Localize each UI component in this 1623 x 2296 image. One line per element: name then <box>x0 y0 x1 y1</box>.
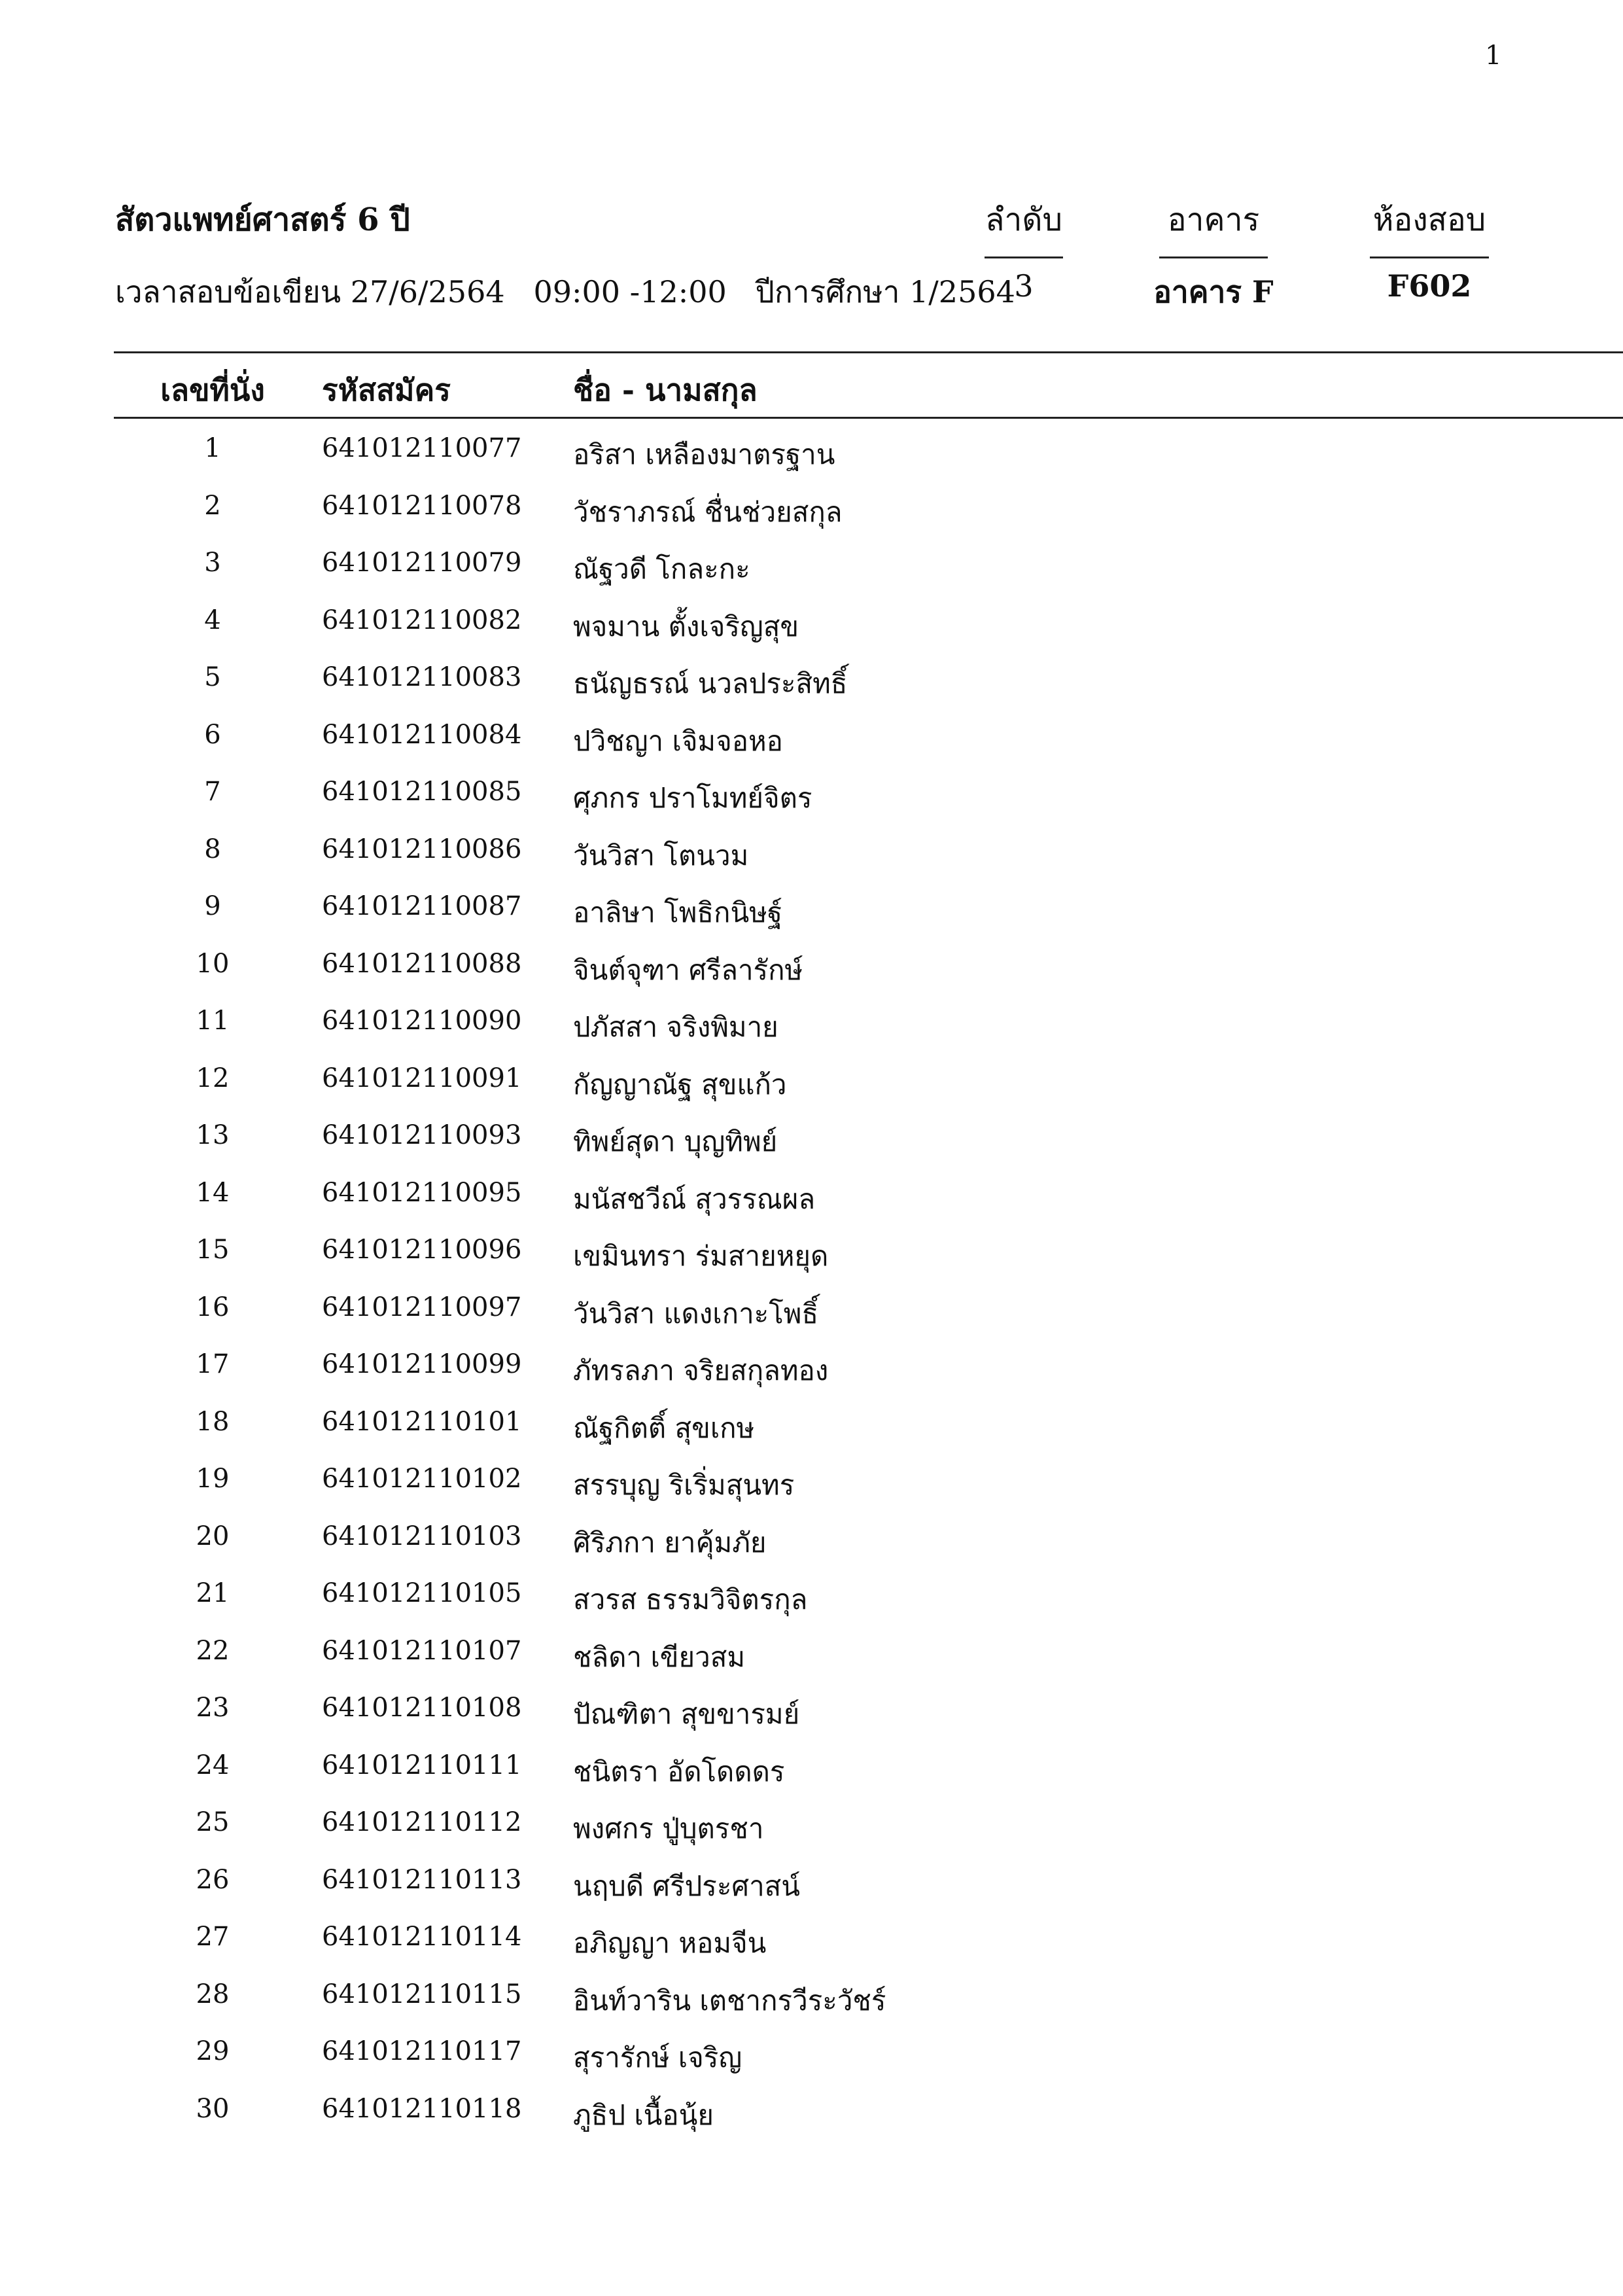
application-id: 641012110111 <box>322 1750 522 1780</box>
application-id: 641012110097 <box>322 1292 522 1322</box>
seat-number: 19 <box>196 1464 230 1494</box>
table-row <box>0 777 1623 834</box>
table-row <box>0 1006 1623 1063</box>
student-name: ปวิชญา เจิมจอหอ <box>573 724 783 757</box>
seat-number: 2 <box>204 490 221 521</box>
seat-number: 30 <box>196 2093 230 2124</box>
student-name: อาลิษา โพธิกนิษฐ์ <box>573 896 783 928</box>
application-id: 641012110085 <box>322 777 522 807</box>
table-header-rule <box>114 417 1623 419</box>
student-name: จินต์จุฑา ศรีลารักษ์ <box>573 953 803 986</box>
student-name: ปัณฑิตา สุขขารมย์ <box>573 1698 800 1730</box>
room-underline <box>1370 256 1489 258</box>
seat-number: 22 <box>196 1635 230 1666</box>
student-name: ธนัญธรณ์ นวลประสิทธิ์ <box>573 667 848 699</box>
table-row <box>0 1636 1623 1693</box>
order-value: 3 <box>1014 268 1034 304</box>
application-id: 641012110093 <box>322 1120 522 1150</box>
building-label: อาคาร <box>1167 202 1260 238</box>
table-row <box>0 1578 1623 1636</box>
student-name: สรรบุญ ริเริ่มสุนทร <box>573 1469 795 1501</box>
application-id: 641012110077 <box>322 433 522 463</box>
seat-number: 20 <box>196 1521 230 1551</box>
student-name: วันวิสา แดงเกาะโพธิ์ <box>573 1297 819 1330</box>
student-name: ทิพย์สุดา บุญทิพย์ <box>573 1125 778 1157</box>
seat-number: 25 <box>196 1807 230 1837</box>
application-id: 641012110086 <box>322 834 522 864</box>
table-row <box>0 1464 1623 1521</box>
student-name: วันวิสา โตนวม <box>573 839 749 872</box>
application-id: 641012110105 <box>322 1578 522 1608</box>
seat-number: 28 <box>196 1979 230 2009</box>
seat-number: 5 <box>204 662 221 692</box>
application-id: 641012110084 <box>322 719 522 750</box>
seat-number: 16 <box>196 1292 230 1322</box>
exam-schedule: เวลาสอบข้อเขียน 27/6/2564 09:00 -12:00 ปีการศึกษา 1/2564 <box>115 274 1015 309</box>
student-name: อภิญญา หอมจีน <box>573 1927 767 1959</box>
student-name: พจมาน ตั้งเจริญสุข <box>573 610 799 643</box>
table-row <box>0 433 1623 491</box>
seat-number: 26 <box>196 1864 230 1895</box>
application-id: 641012110088 <box>322 948 522 979</box>
student-name: สุรารักษ์ เจริญ <box>573 2041 742 2074</box>
student-name: ณัฐวดี โกละกะ <box>573 553 750 585</box>
seat-number: 3 <box>204 548 221 578</box>
student-name: สวรส ธรรมวิจิตรกุล <box>573 1583 808 1616</box>
room-label: ห้องสอบ <box>1372 202 1486 238</box>
student-name: อินท์วาริน เตชากรวีระวัชร์ <box>573 1984 886 2017</box>
table-row <box>0 834 1623 892</box>
column-header-application-id: รหัสสมัคร <box>322 372 451 408</box>
application-id: 641012110113 <box>322 1864 522 1895</box>
application-id: 641012110101 <box>322 1406 522 1437</box>
table-row <box>0 548 1623 605</box>
application-id: 641012110095 <box>322 1177 522 1208</box>
application-id: 641012110078 <box>322 490 522 521</box>
seat-number: 10 <box>196 948 230 979</box>
table-row <box>0 891 1623 949</box>
table-row <box>0 2094 1623 2151</box>
seat-number: 18 <box>196 1406 230 1437</box>
table-row <box>0 2036 1623 2094</box>
application-id: 641012110082 <box>322 605 522 635</box>
application-id: 641012110112 <box>322 1807 522 1837</box>
order-underline <box>985 256 1063 258</box>
application-id: 641012110103 <box>322 1521 522 1551</box>
table-row <box>0 1178 1623 1235</box>
seat-number: 17 <box>196 1349 230 1379</box>
seat-number: 11 <box>196 1006 230 1036</box>
application-id: 641012110114 <box>322 1922 522 1952</box>
table-row <box>0 1979 1623 2037</box>
table-row <box>0 720 1623 777</box>
student-name: ภูธิป เนื้อนุ้ย <box>573 2098 714 2131</box>
page-number: 1 <box>1485 41 1502 71</box>
building-underline <box>1159 256 1268 258</box>
table-row <box>0 1292 1623 1350</box>
application-id: 641012110090 <box>322 1006 522 1036</box>
table-row <box>0 1865 1623 1922</box>
seat-number: 1 <box>204 433 221 463</box>
table-row <box>0 662 1623 720</box>
seat-number: 13 <box>196 1120 230 1150</box>
student-name: อริสา เหลืองมาตรฐาน <box>573 438 835 470</box>
table-row <box>0 1521 1623 1579</box>
seat-number: 21 <box>196 1578 230 1608</box>
seat-number: 23 <box>196 1693 230 1723</box>
table-row <box>0 1807 1623 1865</box>
table-row <box>0 605 1623 663</box>
room-value: F602 <box>1387 268 1472 304</box>
seat-number: 6 <box>204 719 221 750</box>
column-header-seat: เลขที่นั่ง <box>160 372 265 408</box>
student-name: ชลิดา เขียวสม <box>573 1640 746 1673</box>
seat-number: 14 <box>196 1177 230 1208</box>
table-row <box>0 1349 1623 1407</box>
application-id: 641012110117 <box>322 2036 522 2066</box>
seat-number: 24 <box>196 1750 230 1780</box>
program-title: สัตวแพทย์ศาสตร์ 6 ปี <box>115 202 410 238</box>
application-id: 641012110091 <box>322 1063 522 1093</box>
application-id: 641012110099 <box>322 1349 522 1379</box>
application-id: 641012110083 <box>322 662 522 692</box>
table-row <box>0 1693 1623 1750</box>
application-id: 641012110102 <box>322 1464 522 1494</box>
application-id: 641012110115 <box>322 1979 522 2009</box>
student-name: ชนิตรา อัดโดดดร <box>573 1755 785 1788</box>
table-row <box>0 1750 1623 1808</box>
application-id: 641012110096 <box>322 1235 522 1265</box>
student-name: พงศกร ปู่บุตรชา <box>573 1812 764 1845</box>
student-name: ศิริภกา ยาคุ้มภัย <box>573 1526 767 1559</box>
application-id: 641012110107 <box>322 1635 522 1666</box>
student-name: นฤบดี ศรีประศาสน์ <box>573 1869 801 1902</box>
student-name: ณัฐกิตติ์ สุขเกษ <box>573 1411 755 1444</box>
order-label: ลำดับ <box>985 202 1062 238</box>
table-row <box>0 949 1623 1006</box>
application-id: 641012110108 <box>322 1693 522 1723</box>
seat-number: 4 <box>204 605 221 635</box>
application-id: 641012110087 <box>322 891 522 921</box>
seat-number: 27 <box>196 1922 230 1952</box>
application-id: 641012110118 <box>322 2093 522 2124</box>
table-row <box>0 1120 1623 1178</box>
student-name: ปภัสสา จริงพิมาย <box>573 1011 778 1043</box>
student-name: มนัสชวีณ์ สุวรรณผล <box>573 1182 816 1215</box>
table-row <box>0 1407 1623 1464</box>
seat-number: 7 <box>204 777 221 807</box>
student-name: ศุภกร ปราโมทย์จิตร <box>573 782 812 814</box>
table-row <box>0 1922 1623 1979</box>
student-name: ภัทรลภา จริยสกุลทอง <box>573 1354 829 1386</box>
application-id: 641012110079 <box>322 548 522 578</box>
table-row <box>0 1063 1623 1121</box>
seat-number: 12 <box>196 1063 230 1093</box>
seat-number: 29 <box>196 2036 230 2066</box>
seat-number: 15 <box>196 1235 230 1265</box>
building-value: อาคาร F <box>1153 274 1274 309</box>
student-name: วัชราภรณ์ ชื่นช่วยสกุล <box>573 495 843 528</box>
table-row <box>0 1235 1623 1292</box>
table-row <box>0 491 1623 548</box>
column-header-full-name: ชื่อ - นามสกุล <box>573 372 758 408</box>
seat-number: 9 <box>204 891 221 921</box>
table-top-rule <box>114 351 1623 353</box>
student-name: กัญญาณัฐ สุขแก้ว <box>573 1068 787 1101</box>
student-name: เขมินทรา ร่มสายหยุด <box>573 1240 829 1272</box>
seat-number: 8 <box>204 834 221 864</box>
